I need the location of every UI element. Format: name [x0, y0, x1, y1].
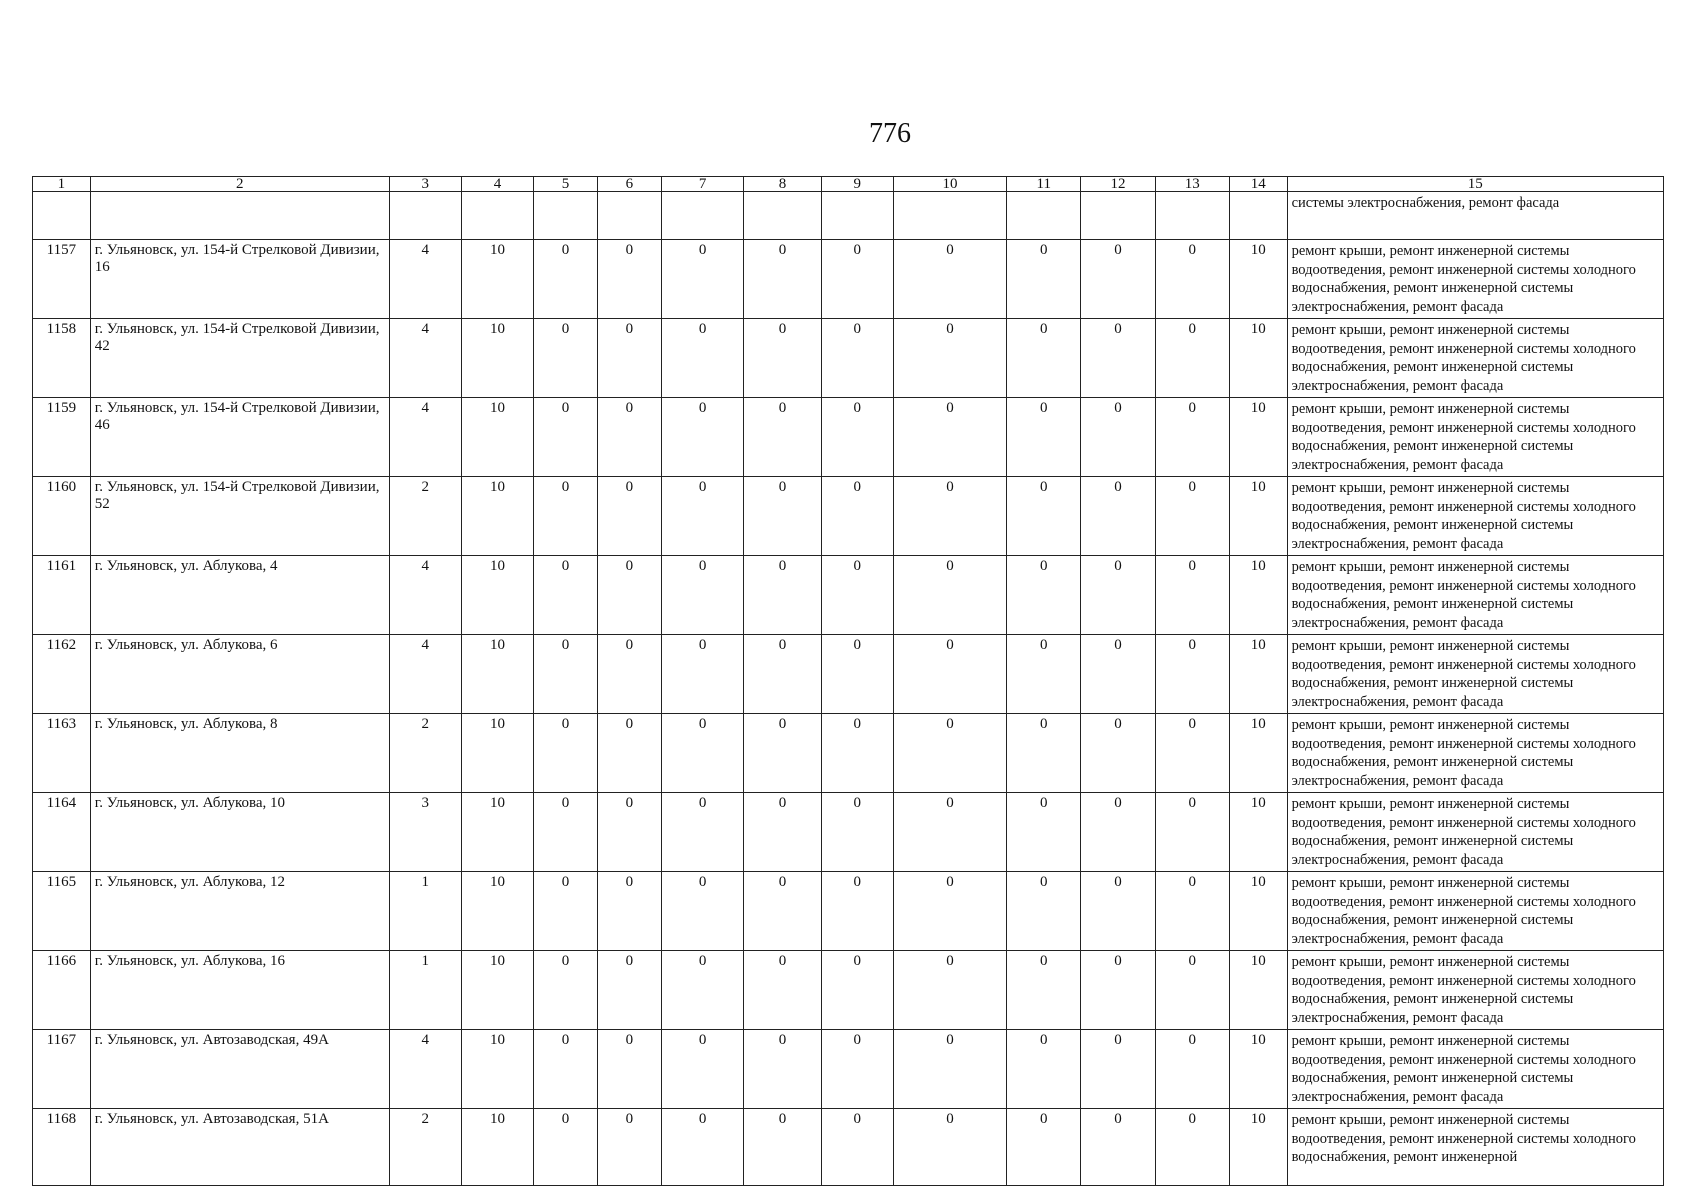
row-number: 1162 — [33, 635, 91, 714]
value-cell-col-8: 0 — [744, 1109, 821, 1186]
column-header-1: 1 — [33, 177, 91, 192]
value-cell-col-4: 10 — [461, 635, 533, 714]
value-cell-col-4: 10 — [461, 872, 533, 951]
value-cell-col-10: 0 — [893, 319, 1006, 398]
value-cell-col-13: 0 — [1155, 793, 1229, 872]
row-number: 1157 — [33, 240, 91, 319]
value-cell-col-14: 10 — [1229, 319, 1287, 398]
value-cell-col-8: 0 — [744, 477, 821, 556]
address-cell: г. Ульяновск, ул. Аблукова, 12 — [90, 872, 389, 951]
value-cell-col-4: 10 — [461, 951, 533, 1030]
page-number: 776 — [869, 118, 911, 149]
table-row — [33, 240, 1664, 319]
value-cell-col-14: 10 — [1229, 1030, 1287, 1109]
value-cell-col-4: 10 — [461, 556, 533, 635]
address-cell — [90, 192, 389, 240]
column-header-15: 15 — [1287, 177, 1663, 192]
value-cell-col-11: 0 — [1007, 951, 1081, 1030]
value-cell-col-6: 0 — [597, 556, 661, 635]
row-number — [33, 192, 91, 240]
value-cell-col-12: 0 — [1081, 872, 1155, 951]
value-cell-col-5: 0 — [534, 240, 598, 319]
address-cell: г. Ульяновск, ул. Аблукова, 6 — [90, 635, 389, 714]
value-cell-col-9: 0 — [821, 1030, 893, 1109]
value-cell-col-8: 0 — [744, 872, 821, 951]
value-cell-col-10: 0 — [893, 398, 1006, 477]
column-header-4: 4 — [461, 177, 533, 192]
works-list-cell: ремонт крыши, ремонт инженерной системы водоотведения, ремонт инженерной системы холодного водоснабжения, ремонт инженерной системы электроснабжения, ремонт фасада — [1287, 319, 1663, 398]
value-cell-col-4: 10 — [461, 793, 533, 872]
value-cell-col-5: 0 — [534, 556, 598, 635]
value-cell-col-3: 4 — [389, 319, 461, 398]
row-number: 1159 — [33, 398, 91, 477]
value-cell-col-3 — [389, 192, 461, 240]
value-cell-col-7: 0 — [661, 793, 743, 872]
value-cell-col-12 — [1081, 192, 1155, 240]
value-cell-col-3: 2 — [389, 477, 461, 556]
column-header-3: 3 — [389, 177, 461, 192]
value-cell-col-14: 10 — [1229, 398, 1287, 477]
value-cell-col-3: 1 — [389, 872, 461, 951]
value-cell-col-5: 0 — [534, 477, 598, 556]
register-table — [32, 176, 1664, 1186]
value-cell-col-9: 0 — [821, 635, 893, 714]
row-number: 1161 — [33, 556, 91, 635]
works-list-cell: системы электроснабжения, ремонт фасада — [1287, 192, 1663, 240]
value-cell-col-11 — [1007, 192, 1081, 240]
works-list-cell: ремонт крыши, ремонт инженерной системы водоотведения, ремонт инженерной системы холодного водоснабжения, ремонт инженерной системы электроснабжения, ремонт фасада — [1287, 635, 1663, 714]
value-cell-col-4: 10 — [461, 477, 533, 556]
value-cell-col-9: 0 — [821, 477, 893, 556]
value-cell-col-10: 0 — [893, 872, 1006, 951]
value-cell-col-13: 0 — [1155, 556, 1229, 635]
table-row — [33, 872, 1664, 951]
value-cell-col-11: 0 — [1007, 635, 1081, 714]
value-cell-col-5: 0 — [534, 714, 598, 793]
value-cell-col-9: 0 — [821, 714, 893, 793]
value-cell-col-10: 0 — [893, 477, 1006, 556]
value-cell-col-5: 0 — [534, 872, 598, 951]
value-cell-col-13 — [1155, 192, 1229, 240]
value-cell-col-6: 0 — [597, 951, 661, 1030]
value-cell-col-3: 1 — [389, 951, 461, 1030]
value-cell-col-6: 0 — [597, 635, 661, 714]
value-cell-col-3: 4 — [389, 1030, 461, 1109]
value-cell-col-5: 0 — [534, 951, 598, 1030]
value-cell-col-8: 0 — [744, 240, 821, 319]
column-header-14: 14 — [1229, 177, 1287, 192]
works-list-cell: ремонт крыши, ремонт инженерной системы водоотведения, ремонт инженерной системы холодного водоснабжения, ремонт инженерной системы электроснабжения, ремонт фасада — [1287, 1030, 1663, 1109]
continuation-row — [33, 192, 1664, 240]
value-cell-col-10: 0 — [893, 714, 1006, 793]
value-cell-col-7: 0 — [661, 240, 743, 319]
works-list-cell: ремонт крыши, ремонт инженерной системы водоотведения, ремонт инженерной системы холодного водоснабжения, ремонт инженерной системы электроснабжения, ремонт фасада — [1287, 240, 1663, 319]
row-number: 1165 — [33, 872, 91, 951]
value-cell-col-8: 0 — [744, 951, 821, 1030]
value-cell-col-8: 0 — [744, 398, 821, 477]
value-cell-col-13: 0 — [1155, 714, 1229, 793]
value-cell-col-6: 0 — [597, 319, 661, 398]
value-cell-col-11: 0 — [1007, 1030, 1081, 1109]
value-cell-col-12: 0 — [1081, 1030, 1155, 1109]
value-cell-col-3: 4 — [389, 398, 461, 477]
works-list-cell: ремонт крыши, ремонт инженерной системы водоотведения, ремонт инженерной системы холодного водоснабжения, ремонт инженерной системы электроснабжения, ремонт фасада — [1287, 714, 1663, 793]
table-row — [33, 1030, 1664, 1109]
value-cell-col-7: 0 — [661, 635, 743, 714]
value-cell-col-7: 0 — [661, 872, 743, 951]
value-cell-col-7: 0 — [661, 951, 743, 1030]
value-cell-col-13: 0 — [1155, 319, 1229, 398]
works-list-cell: ремонт крыши, ремонт инженерной системы водоотведения, ремонт инженерной системы холодного водоснабжения, ремонт инженерной системы электроснабжения, ремонт фасада — [1287, 793, 1663, 872]
value-cell-col-6 — [597, 192, 661, 240]
value-cell-col-11: 0 — [1007, 319, 1081, 398]
value-cell-col-4: 10 — [461, 398, 533, 477]
row-number: 1163 — [33, 714, 91, 793]
row-number: 1167 — [33, 1030, 91, 1109]
table-row — [33, 1109, 1664, 1186]
works-list-cell: ремонт крыши, ремонт инженерной системы водоотведения, ремонт инженерной системы холодного водоснабжения, ремонт инженерной — [1287, 1109, 1663, 1186]
value-cell-col-7: 0 — [661, 398, 743, 477]
value-cell-col-8: 0 — [744, 793, 821, 872]
table-row — [33, 635, 1664, 714]
value-cell-col-13: 0 — [1155, 872, 1229, 951]
value-cell-col-13: 0 — [1155, 398, 1229, 477]
value-cell-col-12: 0 — [1081, 951, 1155, 1030]
column-header-9: 9 — [821, 177, 893, 192]
value-cell-col-14: 10 — [1229, 714, 1287, 793]
value-cell-col-13: 0 — [1155, 951, 1229, 1030]
works-list-cell: ремонт крыши, ремонт инженерной системы водоотведения, ремонт инженерной системы холодного водоснабжения, ремонт инженерной системы электроснабжения, ремонт фасада — [1287, 556, 1663, 635]
value-cell-col-6: 0 — [597, 1030, 661, 1109]
works-list-cell: ремонт крыши, ремонт инженерной системы водоотведения, ремонт инженерной системы холодного водоснабжения, ремонт инженерной системы электроснабжения, ремонт фасада — [1287, 872, 1663, 951]
column-header-7: 7 — [661, 177, 743, 192]
table-row — [33, 793, 1664, 872]
table-row — [33, 556, 1664, 635]
row-number: 1164 — [33, 793, 91, 872]
value-cell-col-12: 0 — [1081, 714, 1155, 793]
value-cell-col-14: 10 — [1229, 1109, 1287, 1186]
value-cell-col-12: 0 — [1081, 319, 1155, 398]
address-cell: г. Ульяновск, ул. Автозаводская, 49А — [90, 1030, 389, 1109]
column-number-row — [33, 177, 1664, 192]
value-cell-col-11: 0 — [1007, 240, 1081, 319]
value-cell-col-9: 0 — [821, 793, 893, 872]
value-cell-col-14: 10 — [1229, 872, 1287, 951]
value-cell-col-13: 0 — [1155, 1109, 1229, 1186]
value-cell-col-7: 0 — [661, 714, 743, 793]
value-cell-col-9: 0 — [821, 872, 893, 951]
value-cell-col-10: 0 — [893, 240, 1006, 319]
column-header-5: 5 — [534, 177, 598, 192]
value-cell-col-3: 2 — [389, 1109, 461, 1186]
value-cell-col-11: 0 — [1007, 714, 1081, 793]
value-cell-col-7: 0 — [661, 1109, 743, 1186]
value-cell-col-3: 4 — [389, 240, 461, 319]
value-cell-col-9: 0 — [821, 398, 893, 477]
address-cell: г. Ульяновск, ул. Аблукова, 16 — [90, 951, 389, 1030]
value-cell-col-5: 0 — [534, 793, 598, 872]
column-header-6: 6 — [597, 177, 661, 192]
value-cell-col-9: 0 — [821, 1109, 893, 1186]
value-cell-col-9 — [821, 192, 893, 240]
table-row — [33, 319, 1664, 398]
value-cell-col-4: 10 — [461, 319, 533, 398]
value-cell-col-11: 0 — [1007, 793, 1081, 872]
value-cell-col-14: 10 — [1229, 635, 1287, 714]
value-cell-col-3: 2 — [389, 714, 461, 793]
value-cell-col-12: 0 — [1081, 398, 1155, 477]
value-cell-col-5: 0 — [534, 319, 598, 398]
value-cell-col-8 — [744, 192, 821, 240]
value-cell-col-8: 0 — [744, 319, 821, 398]
address-cell: г. Ульяновск, ул. 154-й Стрелковой Дивизии, 42 — [90, 319, 389, 398]
value-cell-col-6: 0 — [597, 477, 661, 556]
address-cell: г. Ульяновск, ул. Аблукова, 10 — [90, 793, 389, 872]
value-cell-col-6: 0 — [597, 793, 661, 872]
value-cell-col-7: 0 — [661, 556, 743, 635]
value-cell-col-13: 0 — [1155, 1030, 1229, 1109]
value-cell-col-9: 0 — [821, 240, 893, 319]
column-header-12: 12 — [1081, 177, 1155, 192]
value-cell-col-4: 10 — [461, 1030, 533, 1109]
address-cell: г. Ульяновск, ул. Аблукова, 4 — [90, 556, 389, 635]
value-cell-col-11: 0 — [1007, 872, 1081, 951]
value-cell-col-9: 0 — [821, 319, 893, 398]
value-cell-col-12: 0 — [1081, 556, 1155, 635]
value-cell-col-3: 3 — [389, 793, 461, 872]
value-cell-col-9: 0 — [821, 951, 893, 1030]
address-cell: г. Ульяновск, ул. 154-й Стрелковой Дивизии, 16 — [90, 240, 389, 319]
value-cell-col-5: 0 — [534, 1109, 598, 1186]
table-row — [33, 398, 1664, 477]
works-list-cell: ремонт крыши, ремонт инженерной системы водоотведения, ремонт инженерной системы холодного водоснабжения, ремонт инженерной системы электроснабжения, ремонт фасада — [1287, 398, 1663, 477]
value-cell-col-14: 10 — [1229, 951, 1287, 1030]
value-cell-col-12: 0 — [1081, 240, 1155, 319]
column-header-8: 8 — [744, 177, 821, 192]
value-cell-col-13: 0 — [1155, 635, 1229, 714]
value-cell-col-8: 0 — [744, 635, 821, 714]
value-cell-col-6: 0 — [597, 398, 661, 477]
value-cell-col-4: 10 — [461, 240, 533, 319]
value-cell-col-5: 0 — [534, 398, 598, 477]
value-cell-col-5: 0 — [534, 635, 598, 714]
value-cell-col-13: 0 — [1155, 477, 1229, 556]
works-list-cell: ремонт крыши, ремонт инженерной системы водоотведения, ремонт инженерной системы холодного водоснабжения, ремонт инженерной системы электроснабжения, ремонт фасада — [1287, 951, 1663, 1030]
row-number: 1158 — [33, 319, 91, 398]
value-cell-col-4 — [461, 192, 533, 240]
row-number: 1160 — [33, 477, 91, 556]
column-header-2: 2 — [90, 177, 389, 192]
value-cell-col-10: 0 — [893, 1030, 1006, 1109]
value-cell-col-14: 10 — [1229, 556, 1287, 635]
value-cell-col-12: 0 — [1081, 1109, 1155, 1186]
value-cell-col-5: 0 — [534, 1030, 598, 1109]
column-header-13: 13 — [1155, 177, 1229, 192]
address-cell: г. Ульяновск, ул. 154-й Стрелковой Дивизии, 46 — [90, 398, 389, 477]
value-cell-col-4: 10 — [461, 714, 533, 793]
value-cell-col-7: 0 — [661, 1030, 743, 1109]
value-cell-col-3: 4 — [389, 556, 461, 635]
value-cell-col-6: 0 — [597, 714, 661, 793]
value-cell-col-8: 0 — [744, 1030, 821, 1109]
address-cell: г. Ульяновск, ул. Автозаводская, 51А — [90, 1109, 389, 1186]
address-cell: г. Ульяновск, ул. 154-й Стрелковой Дивизии, 52 — [90, 477, 389, 556]
value-cell-col-4: 10 — [461, 1109, 533, 1186]
value-cell-col-12: 0 — [1081, 793, 1155, 872]
row-number: 1168 — [33, 1109, 91, 1186]
value-cell-col-6: 0 — [597, 1109, 661, 1186]
value-cell-col-10: 0 — [893, 793, 1006, 872]
value-cell-col-8: 0 — [744, 714, 821, 793]
value-cell-col-10 — [893, 192, 1006, 240]
value-cell-col-11: 0 — [1007, 556, 1081, 635]
value-cell-col-11: 0 — [1007, 1109, 1081, 1186]
value-cell-col-6: 0 — [597, 240, 661, 319]
table-row — [33, 714, 1664, 793]
value-cell-col-14 — [1229, 192, 1287, 240]
value-cell-col-14: 10 — [1229, 240, 1287, 319]
value-cell-col-12: 0 — [1081, 635, 1155, 714]
value-cell-col-8: 0 — [744, 556, 821, 635]
works-list-cell: ремонт крыши, ремонт инженерной системы водоотведения, ремонт инженерной системы холодного водоснабжения, ремонт инженерной системы электроснабжения, ремонт фасада — [1287, 477, 1663, 556]
value-cell-col-13: 0 — [1155, 240, 1229, 319]
value-cell-col-10: 0 — [893, 951, 1006, 1030]
value-cell-col-5 — [534, 192, 598, 240]
address-cell: г. Ульяновск, ул. Аблукова, 8 — [90, 714, 389, 793]
row-number: 1166 — [33, 951, 91, 1030]
value-cell-col-7 — [661, 192, 743, 240]
column-header-10: 10 — [893, 177, 1006, 192]
value-cell-col-10: 0 — [893, 635, 1006, 714]
value-cell-col-11: 0 — [1007, 398, 1081, 477]
value-cell-col-14: 10 — [1229, 793, 1287, 872]
value-cell-col-9: 0 — [821, 556, 893, 635]
column-header-11: 11 — [1007, 177, 1081, 192]
value-cell-col-6: 0 — [597, 872, 661, 951]
value-cell-col-3: 4 — [389, 635, 461, 714]
value-cell-col-10: 0 — [893, 556, 1006, 635]
table-row — [33, 951, 1664, 1030]
value-cell-col-14: 10 — [1229, 477, 1287, 556]
value-cell-col-11: 0 — [1007, 477, 1081, 556]
value-cell-col-10: 0 — [893, 1109, 1006, 1186]
value-cell-col-12: 0 — [1081, 477, 1155, 556]
value-cell-col-7: 0 — [661, 319, 743, 398]
value-cell-col-7: 0 — [661, 477, 743, 556]
table-row — [33, 477, 1664, 556]
